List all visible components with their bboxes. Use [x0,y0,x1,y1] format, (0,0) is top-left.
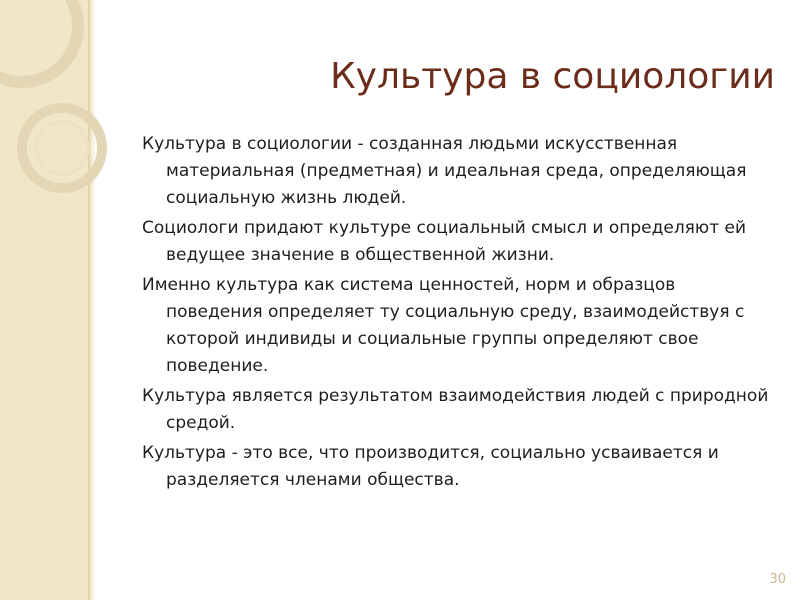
slide-body [142,131,774,497]
paragraph-4: Культура является результатом взаимодействия людей с природной средой. [142,386,769,433]
decorative-circle-large [0,0,78,82]
slide-title: Культура в социологии [330,56,775,97]
paragraph-2: Социологи придают культуре социальный смысл и определяют ей ведущее значение в общественной жизни. [142,218,747,265]
paragraph-5: Культура - это все, что производится, социально усваивается и разделяется членами общества. [142,443,719,490]
page-number: 30 [769,572,786,587]
paragraph-1: Культура в социологии - созданная людьми искусственная материальная (предметная) и идеальная среда, определяющая социальную жизнь людей. [142,134,747,208]
decorative-circle-ring [36,122,88,174]
decorative-circle-medium [22,108,102,188]
decorative-circles [0,0,160,260]
paragraph-3: Именно культура как система ценностей, норм и образцов поведения определяет ту социальную среду, взаимодействуя с которой индивиды и социальные группы определяют свое поведение. [142,275,745,376]
